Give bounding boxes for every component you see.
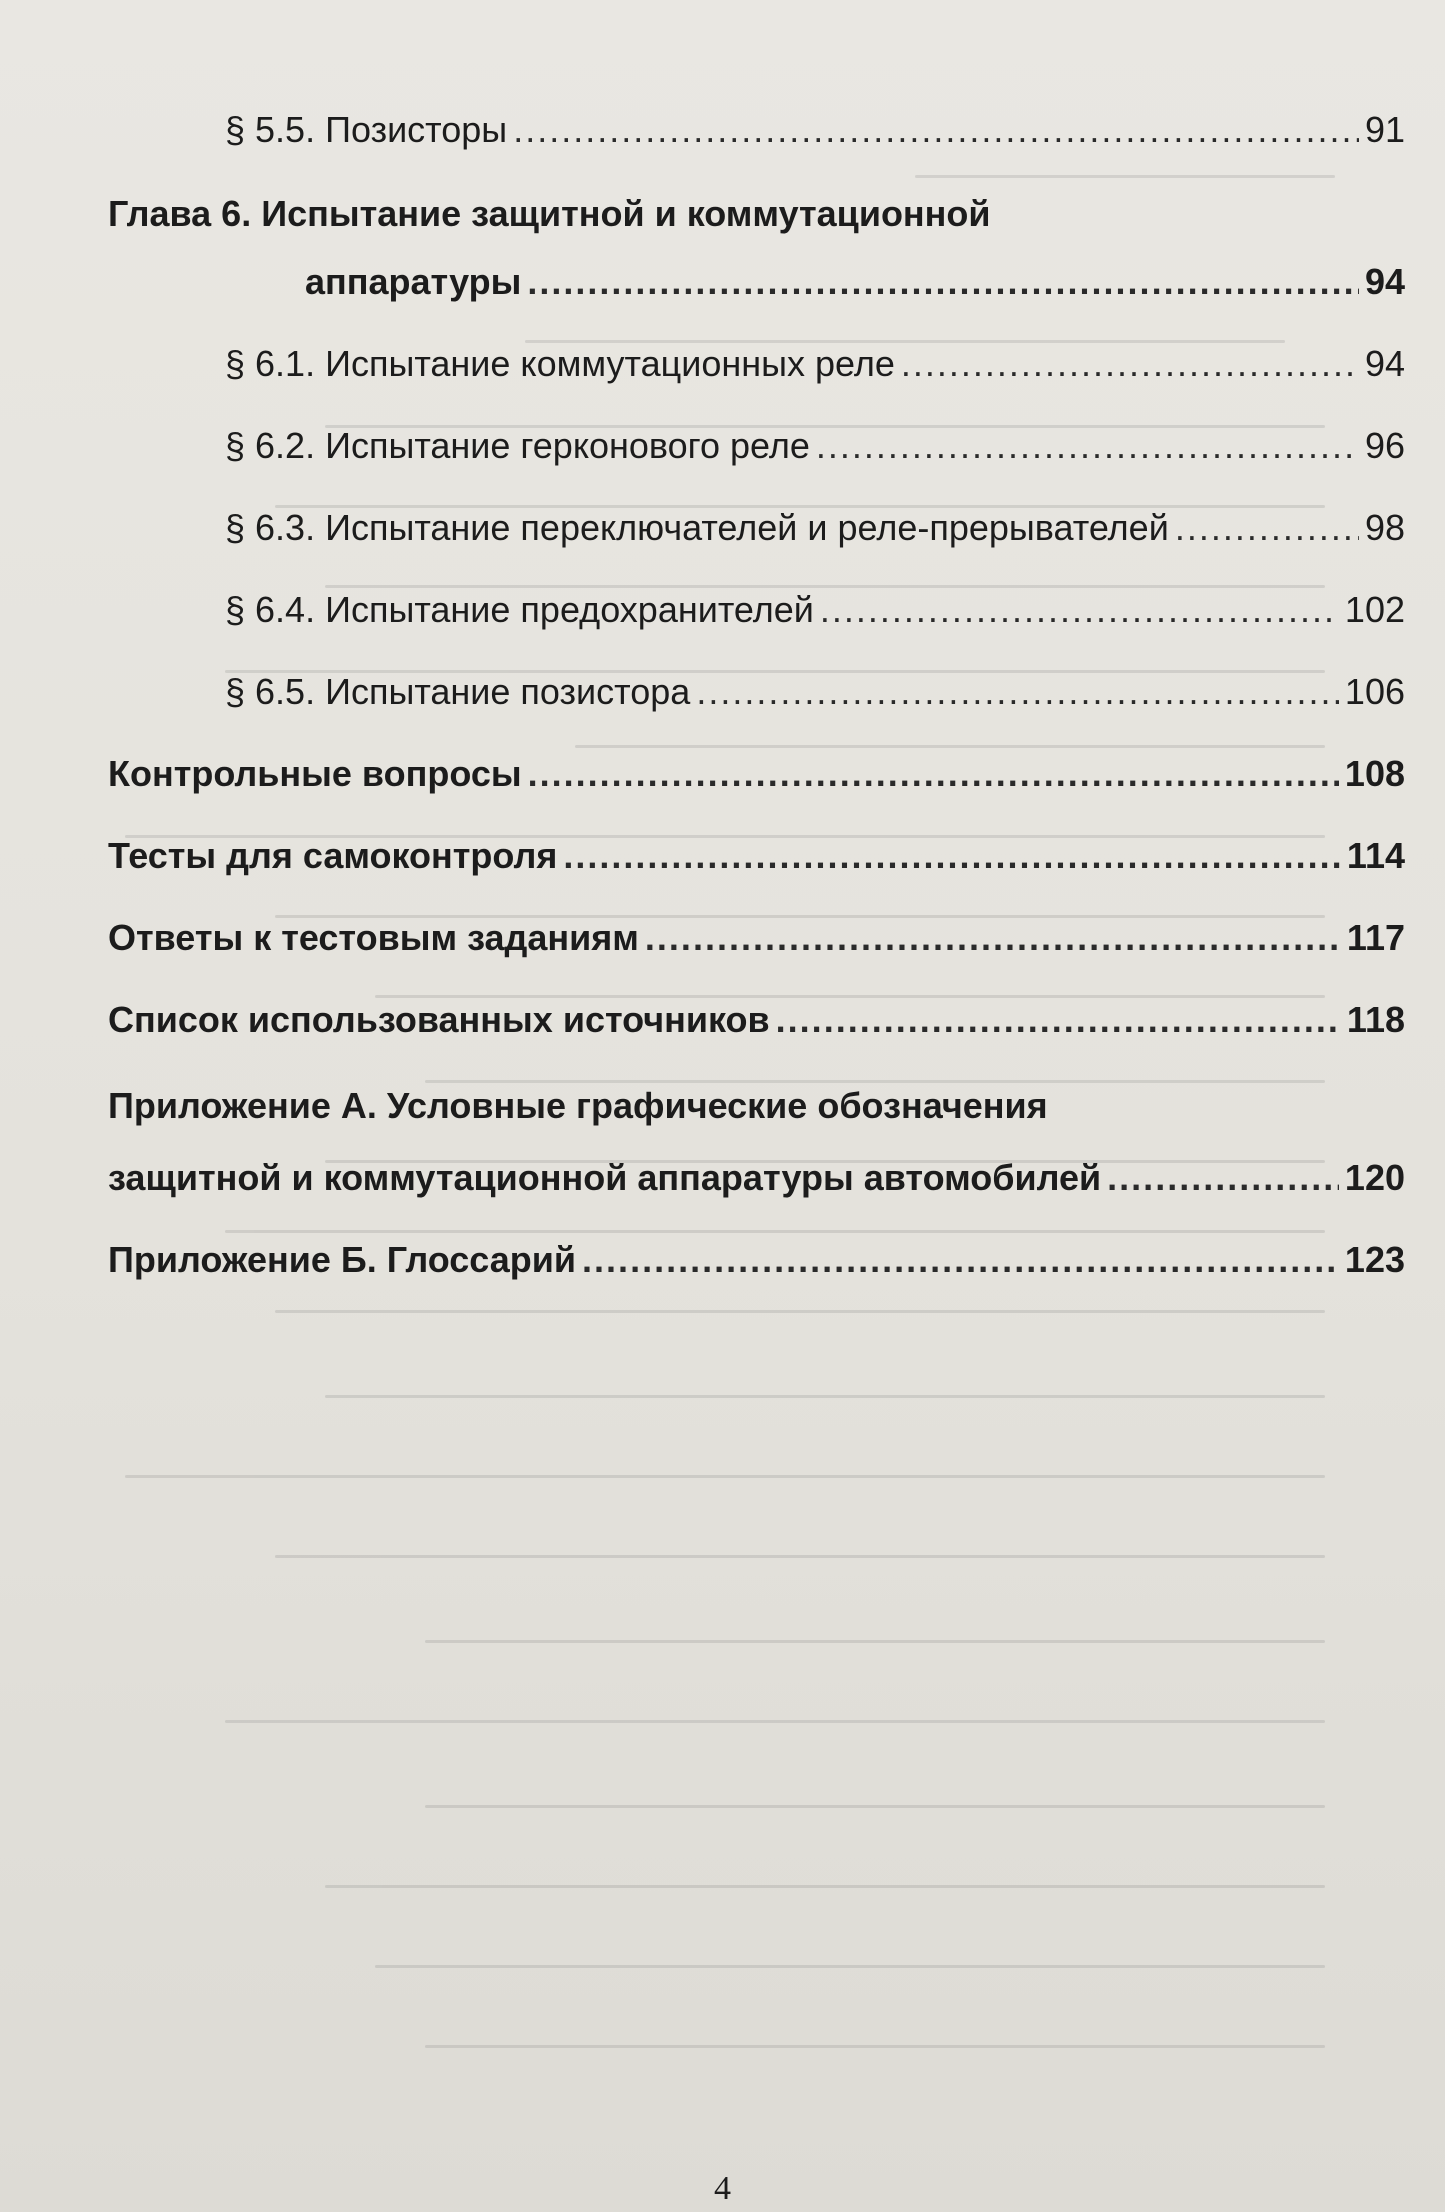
toc-entry-label: Глава 6. Испытание защитной и коммутационной [108,193,991,234]
toc-entry-label: § 6.5. Испытание позистора [225,671,691,712]
toc-entry-label: аппаратуры [305,261,522,302]
toc-entry-6-2[interactable] [225,424,1405,468]
toc-appendix-a[interactable] [108,1156,1405,1200]
toc-test-answers[interactable] [108,916,1405,960]
dot-leader [696,670,1339,714]
toc-entry-label: § 6.1. Испытание коммутационных реле [225,343,895,384]
toc-entry-6-3[interactable] [225,506,1405,550]
toc-page-number: 114 [1346,835,1405,876]
toc-entry-label: Приложение А. Условные графические обозначения [108,1085,1048,1126]
toc-page-number: 123 [1344,1239,1405,1280]
dot-leader [528,752,1339,796]
toc-appendix-a-heading[interactable] [108,1084,1048,1128]
toc-control-questions[interactable] [108,752,1405,796]
toc-entry-label: § 6.3. Испытание переключателей и реле-прерывателей [225,507,1169,548]
toc-entry-label: Список использованных источников [108,999,770,1040]
toc-references[interactable] [108,998,1405,1042]
toc-page-number: 96 [1364,425,1405,466]
toc-entry-label: Тесты для самоконтроля [108,835,558,876]
toc-page-number: 91 [1364,109,1405,150]
page-number: 4 [714,2170,731,2207]
toc-entry-label: защитной и коммутационной аппаратуры автомобилей [108,1157,1102,1198]
toc-chapter-6[interactable] [305,260,1405,304]
toc-page-number: 102 [1344,589,1405,630]
toc-entry-6-1[interactable] [225,342,1405,386]
toc-entry-label: Контрольные вопросы [108,753,522,794]
toc-entry-label: Приложение Б. Глоссарий [108,1239,577,1280]
toc-entry-label: § 5.5. Позисторы [225,109,508,150]
dot-leader [563,834,1341,878]
toc-entry-label: § 6.4. Испытание предохранителей [225,589,814,630]
toc-page-number: 94 [1364,261,1405,302]
dot-leader [901,342,1359,386]
toc-page-number: 120 [1344,1157,1405,1198]
dot-leader [820,588,1339,632]
toc-page-number: 117 [1346,917,1405,958]
toc-page-number: 98 [1364,507,1405,548]
toc-page-number: 118 [1346,999,1405,1040]
dot-leader [527,260,1359,304]
toc-page-number: 108 [1344,753,1405,794]
dot-leader [816,424,1359,468]
toc-page-number: 106 [1344,671,1405,712]
toc-entry-label: § 6.2. Испытание герконового реле [225,425,810,466]
toc-entry-label: Ответы к тестовым заданиям [108,917,639,958]
dot-leader [1107,1156,1339,1200]
dot-leader [582,1238,1339,1282]
dot-leader [776,998,1341,1042]
toc-entry-5-5[interactable] [225,108,1405,152]
dot-leader [513,108,1359,152]
toc-entry-6-4[interactable] [225,588,1405,632]
dot-leader [645,916,1341,960]
toc-entry-6-5[interactable] [225,670,1405,714]
dot-leader [1175,506,1359,550]
toc-page-number: 94 [1364,343,1405,384]
toc-appendix-b[interactable] [108,1238,1405,1282]
toc-self-tests[interactable] [108,834,1405,878]
toc-chapter-6-heading[interactable] [108,192,991,236]
